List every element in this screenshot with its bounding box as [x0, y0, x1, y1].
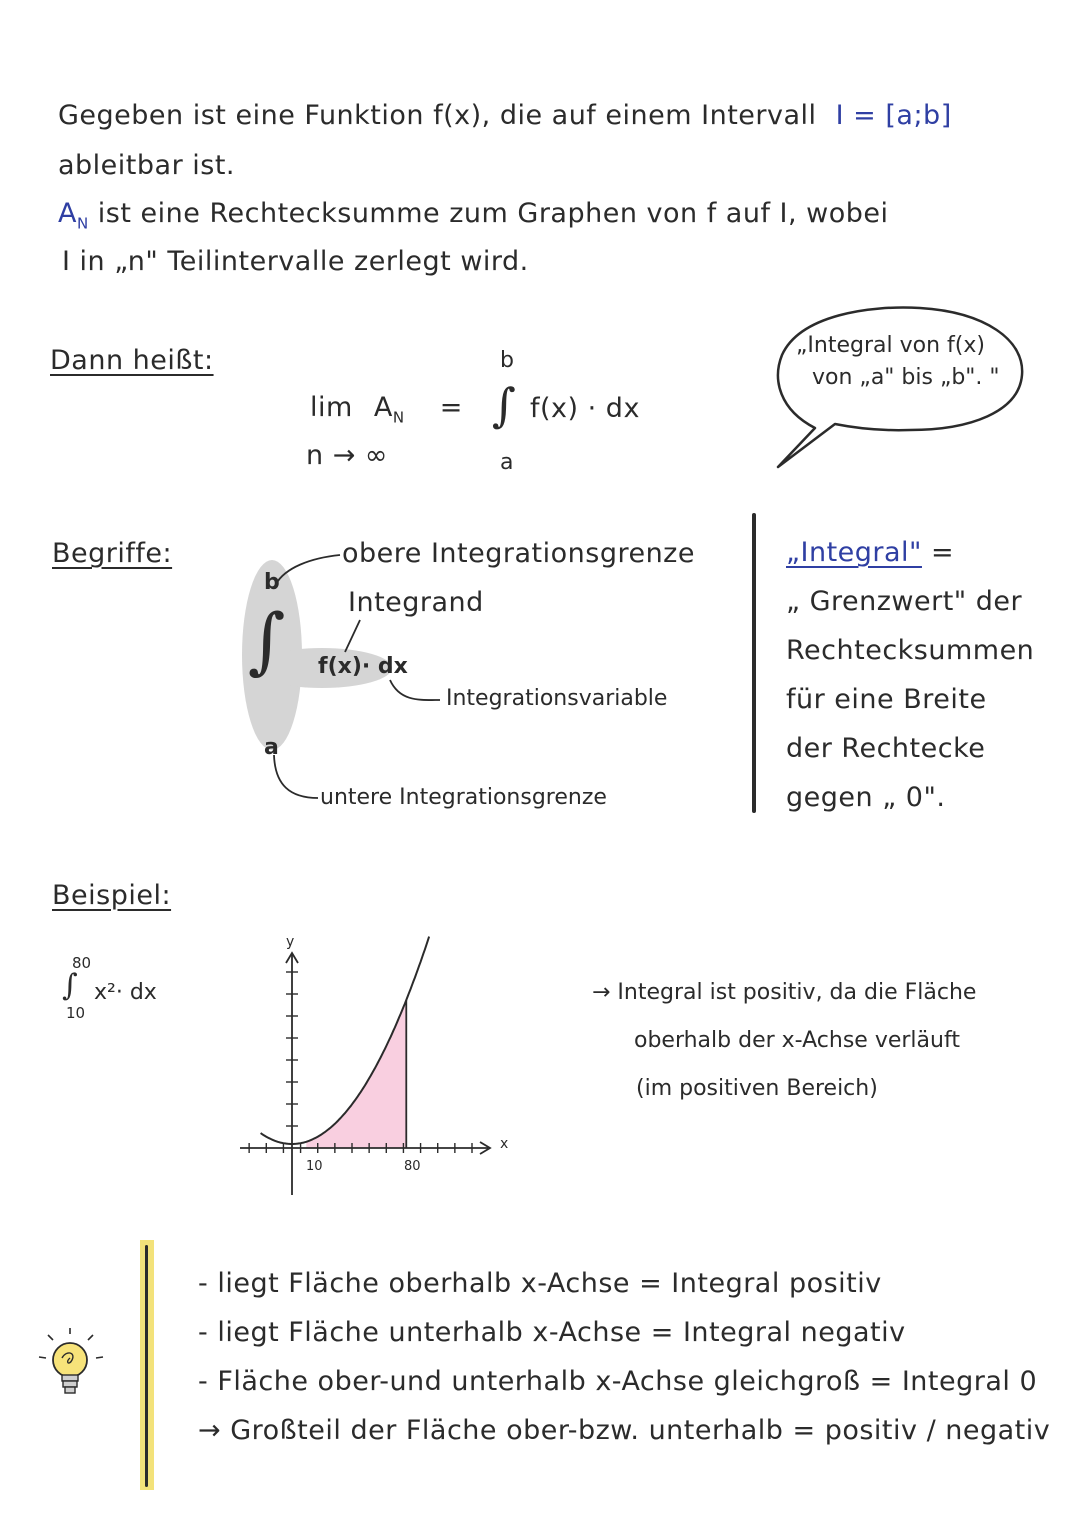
- terms-lower-symbol: a: [264, 735, 279, 760]
- example-note-line-1: → Integral ist positiv, da die Fläche: [592, 980, 977, 1005]
- side-note-line: „ Grenzwert" der: [786, 586, 1023, 617]
- example-expression: x²· dx: [94, 980, 157, 1005]
- rule-item: - liegt Fläche unterhalb x-Achse = Integral negativ: [198, 1317, 906, 1348]
- rules-divider: [145, 1245, 148, 1487]
- example-note-line-3: (im positiven Bereich): [636, 1076, 878, 1101]
- example-upper-limit: 80: [72, 954, 92, 972]
- intro-line-4: I in „n" Teilintervalle zerlegt wird.: [62, 246, 529, 277]
- limit-expression: $\lim A_N$ =: [310, 392, 463, 427]
- side-note-line: für eine Breite: [786, 684, 987, 715]
- shaded-area: [306, 1000, 406, 1148]
- interval-label: I = [a;b]: [835, 100, 952, 131]
- side-note-line: Rechtecksummen: [786, 635, 1035, 666]
- term-lower-limit: untere Integrationsgrenze: [320, 785, 607, 810]
- definition-integrand: f(x) · dx: [530, 393, 640, 424]
- definition-integral-sign: ∫: [492, 378, 516, 432]
- limit-arrow: n → ∞: [306, 440, 388, 471]
- x-axis-label: x: [500, 1136, 509, 1152]
- bubble-line-2: von „a" bis „b". ": [812, 365, 1000, 390]
- example-heading: Beispiel:: [52, 880, 172, 911]
- definition-lower-limit: a: [500, 450, 514, 475]
- example-integral-sign: ∫: [62, 968, 78, 1003]
- rule-item: - Fläche ober-und unterhalb x-Achse gleichgroß = Integral 0: [198, 1366, 1038, 1397]
- side-note-line: der Rechtecke: [786, 733, 986, 764]
- bubble-line-1: „Integral von f(x): [796, 333, 985, 358]
- y-axis-label: y: [286, 934, 295, 950]
- term-upper-limit: obere Integrationsgrenze: [342, 538, 695, 569]
- intro-line-3: $A_N$ ist eine Rechtecksumme zum Graphen von f auf I, wobei: [58, 198, 889, 233]
- term-integrand: Integrand: [348, 587, 484, 618]
- lightbulb-icon: [36, 1328, 116, 1418]
- intro-line-1: Gegeben ist eine Funktion f(x), die auf einem Intervall I = [a;b]: [58, 100, 952, 131]
- x-tick-label-upper: 80: [404, 1159, 421, 1174]
- side-note-line: gegen „ 0".: [786, 782, 946, 813]
- intro-line-2: ableitbar ist.: [58, 150, 235, 181]
- side-note-title: „Integral" =: [786, 537, 955, 568]
- terms-integrand-symbol: f(x)· dx: [318, 654, 408, 679]
- definition-heading: Dann heißt:: [50, 345, 214, 376]
- term-integration-variable: Integrationsvariable: [446, 686, 668, 711]
- terms-integral-sign: ∫: [248, 598, 286, 682]
- x-tick-label-lower: 10: [306, 1159, 323, 1174]
- example-lower-limit: 10: [66, 1004, 86, 1022]
- definition-upper-limit: b: [500, 348, 514, 373]
- rule-item: - liegt Fläche oberhalb x-Achse = Integral positiv: [198, 1268, 882, 1299]
- example-note-line-2: oberhalb der x-Achse verläuft: [634, 1028, 960, 1053]
- rule-item: → Großteil der Fläche ober-bzw. unterhalb = positiv / negativ: [198, 1415, 1051, 1446]
- terms-heading: Begriffe:: [52, 538, 173, 569]
- terms-upper-symbol: b: [264, 570, 280, 595]
